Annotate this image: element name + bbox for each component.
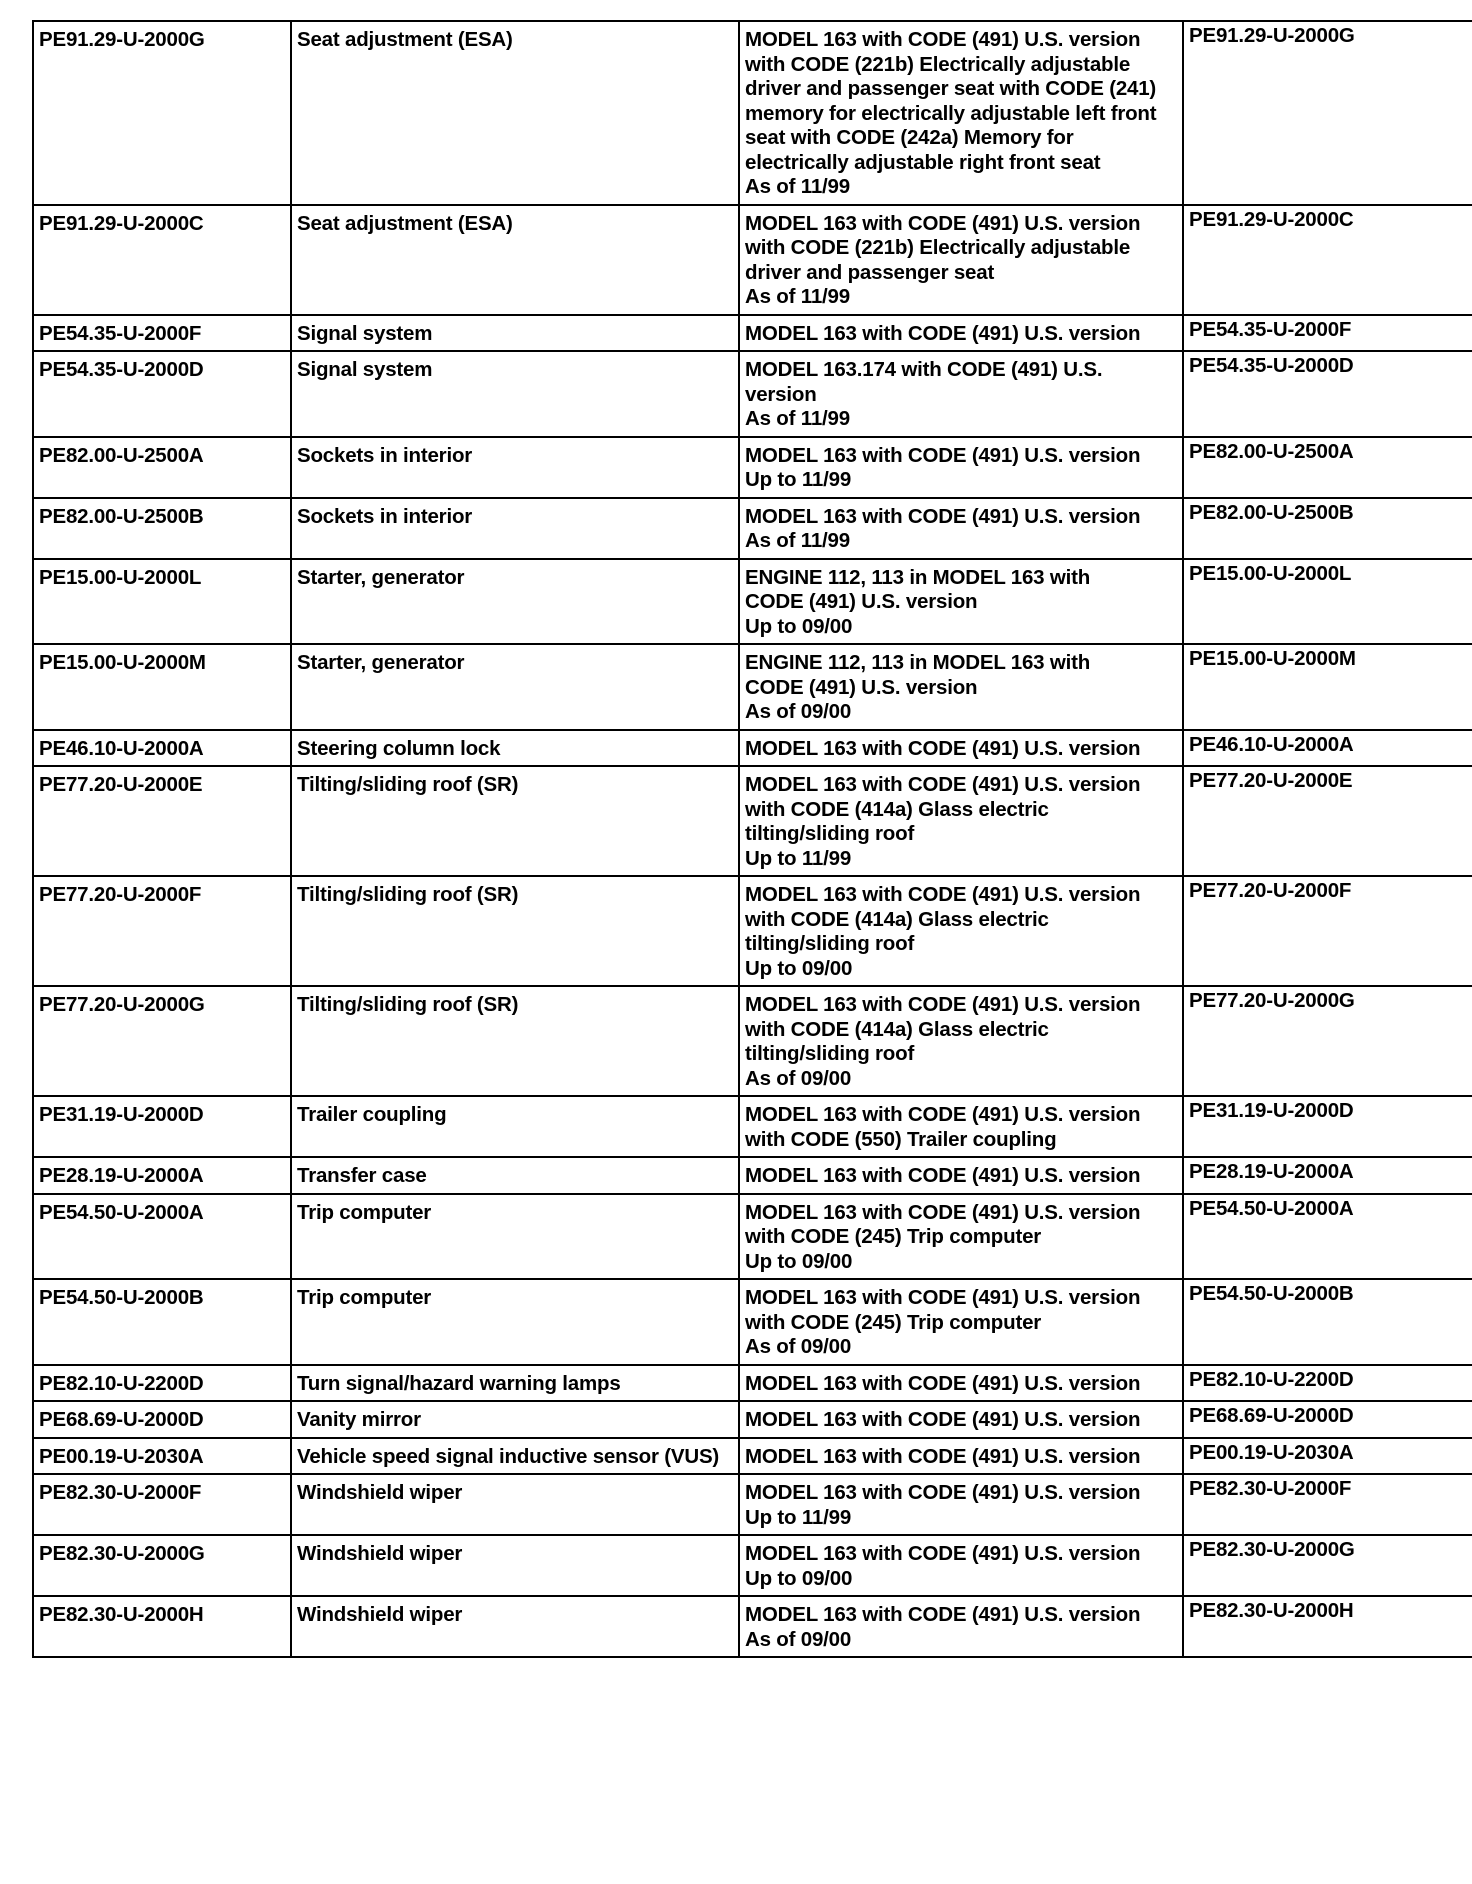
applicability-line: MODEL 163 with CODE (491) U.S. version bbox=[745, 1444, 1141, 1468]
table-row bbox=[33, 498, 1472, 559]
reference-cell bbox=[1183, 498, 1472, 559]
description-cell bbox=[291, 1157, 739, 1194]
applicability-cell bbox=[739, 1596, 1183, 1657]
document-code-cell bbox=[33, 1096, 291, 1157]
document-code: PE82.30-U-2000G bbox=[39, 1542, 205, 1565]
document-page bbox=[32, 20, 1444, 1658]
reference-cell bbox=[1183, 1365, 1472, 1402]
description-cell bbox=[291, 559, 739, 645]
description: Trailer coupling bbox=[297, 1103, 447, 1126]
applicability-cell bbox=[739, 498, 1183, 559]
applicability-line: MODEL 163 with CODE (491) U.S. version bbox=[745, 993, 1141, 1016]
reference-code: PE54.35-U-2000F bbox=[1189, 317, 1352, 341]
document-code-cell bbox=[33, 644, 291, 730]
validity-date: As of 11/99 bbox=[745, 285, 850, 308]
description: Seat adjustment (ESA) bbox=[297, 28, 513, 51]
applicability-line: MODEL 163 with CODE (491) U.S. version bbox=[745, 321, 1141, 345]
document-code-cell bbox=[33, 1365, 291, 1402]
document-code-cell bbox=[33, 986, 291, 1096]
applicability-line: MODEL 163 with CODE (491) U.S. version bbox=[745, 1286, 1141, 1309]
description-cell bbox=[291, 205, 739, 315]
validity-date: Up to 09/00 bbox=[745, 614, 853, 638]
validity-date: As of 09/00 bbox=[745, 1066, 852, 1090]
document-code: PE91.29-U-2000C bbox=[39, 211, 204, 235]
applicability-line: MODEL 163 with CODE (491) U.S. version bbox=[745, 1481, 1141, 1504]
reference-code: PE91.29-U-2000G bbox=[1189, 24, 1355, 47]
document-code-cell bbox=[33, 1438, 291, 1475]
description-cell bbox=[291, 1365, 739, 1402]
validity-date: Up to 11/99 bbox=[745, 468, 852, 491]
document-code: PE82.00-U-2500A bbox=[39, 443, 204, 467]
applicability-line: MODEL 163 with CODE (491) U.S. version bbox=[745, 736, 1141, 760]
table-row bbox=[33, 437, 1472, 498]
applicability-cell bbox=[739, 559, 1183, 645]
reference-code: PE31.19-U-2000D bbox=[1189, 1099, 1354, 1122]
description-cell bbox=[291, 498, 739, 559]
applicability-line: with CODE (245) Trip computer bbox=[745, 1225, 1042, 1248]
document-code: PE68.69-U-2000D bbox=[39, 1408, 204, 1431]
applicability-line: MODEL 163 with CODE (491) U.S. version bbox=[745, 1408, 1141, 1431]
description: Turn signal/hazard warning lamps bbox=[297, 1371, 621, 1395]
description: Tilting/sliding roof (SR) bbox=[297, 993, 519, 1016]
table-row bbox=[33, 1157, 1472, 1194]
document-code-cell bbox=[33, 1596, 291, 1657]
reference-cell bbox=[1183, 437, 1472, 498]
applicability-line: driver and passenger seat with CODE (241) bbox=[745, 77, 1157, 100]
validity-date: As of 11/99 bbox=[745, 407, 850, 430]
document-code: PE82.30-U-2000H bbox=[39, 1603, 204, 1626]
validity-date: Up to 09/00 bbox=[745, 1566, 853, 1590]
description: Steering column lock bbox=[297, 736, 501, 760]
reference-code: PE54.50-U-2000A bbox=[1189, 1196, 1354, 1220]
reference-cell bbox=[1183, 986, 1472, 1096]
applicability-line: MODEL 163 with CODE (491) U.S. version bbox=[745, 773, 1141, 796]
document-code: PE77.20-U-2000E bbox=[39, 773, 203, 796]
description: Vehicle speed signal inductive sensor (VUS) bbox=[297, 1444, 720, 1468]
reference-code: PE82.10-U-2200D bbox=[1189, 1367, 1354, 1391]
table-row bbox=[33, 1535, 1472, 1596]
table-row bbox=[33, 730, 1472, 767]
applicability-line: MODEL 163 with CODE (491) U.S. version bbox=[745, 1200, 1141, 1224]
reference-cell bbox=[1183, 351, 1472, 437]
table-row bbox=[33, 1096, 1472, 1157]
validity-date: As of 09/00 bbox=[745, 1627, 852, 1651]
table-row bbox=[33, 986, 1472, 1096]
applicability-line: ENGINE 112, 113 in MODEL 163 with bbox=[745, 651, 1091, 674]
reference-code: PE15.00-U-2000M bbox=[1189, 647, 1356, 670]
validity-date: Up to 09/00 bbox=[745, 956, 853, 980]
description-cell bbox=[291, 1279, 739, 1365]
applicability-cell bbox=[739, 730, 1183, 767]
description-cell bbox=[291, 21, 739, 205]
applicability-line: tilting/sliding roof bbox=[745, 822, 915, 845]
applicability-cell bbox=[739, 315, 1183, 352]
document-code-cell bbox=[33, 1535, 291, 1596]
reference-cell bbox=[1183, 1438, 1472, 1475]
description: Windshield wiper bbox=[297, 1603, 463, 1626]
description: Transfer case bbox=[297, 1164, 427, 1187]
table-row bbox=[33, 766, 1472, 876]
description-cell bbox=[291, 1438, 739, 1475]
description: Trip computer bbox=[297, 1286, 432, 1309]
applicability-line: tilting/sliding roof bbox=[745, 1042, 915, 1065]
document-code-cell bbox=[33, 498, 291, 559]
validity-date: Up to 11/99 bbox=[745, 846, 852, 870]
table-row bbox=[33, 559, 1472, 645]
applicability-line: with CODE (550) Trailer coupling bbox=[745, 1127, 1057, 1151]
applicability-line: MODEL 163 with CODE (491) U.S. version bbox=[745, 1603, 1141, 1626]
table-row bbox=[33, 1596, 1472, 1657]
table-row bbox=[33, 315, 1472, 352]
document-code: PE54.50-U-2000B bbox=[39, 1286, 204, 1309]
applicability-line: MODEL 163 with CODE (491) U.S. version bbox=[745, 883, 1141, 906]
reference-code: PE00.19-U-2030A bbox=[1189, 1440, 1354, 1464]
description: Vanity mirror bbox=[297, 1408, 421, 1431]
applicability-line: MODEL 163 with CODE (491) U.S. version bbox=[745, 1542, 1141, 1565]
reference-cell bbox=[1183, 1401, 1472, 1438]
description-cell bbox=[291, 986, 739, 1096]
document-code-cell bbox=[33, 1279, 291, 1365]
applicability-line: with CODE (221b) Electrically adjustable bbox=[745, 52, 1131, 76]
applicability-cell bbox=[739, 1194, 1183, 1280]
reference-code: PE28.19-U-2000A bbox=[1189, 1160, 1354, 1183]
reference-cell bbox=[1183, 644, 1472, 730]
reference-cell bbox=[1183, 1279, 1472, 1365]
document-code-cell bbox=[33, 1474, 291, 1535]
document-code-cell bbox=[33, 559, 291, 645]
applicability-cell bbox=[739, 1535, 1183, 1596]
applicability-line: tilting/sliding roof bbox=[745, 932, 915, 955]
applicability-cell bbox=[739, 1438, 1183, 1475]
applicability-line: with CODE (414a) Glass electric bbox=[745, 1017, 1049, 1041]
applicability-cell bbox=[739, 986, 1183, 1096]
applicability-line: with CODE (414a) Glass electric bbox=[745, 797, 1049, 821]
table-row bbox=[33, 644, 1472, 730]
applicability-line: MODEL 163 with CODE (491) U.S. version bbox=[745, 443, 1141, 467]
document-code: PE28.19-U-2000A bbox=[39, 1164, 204, 1187]
description: Signal system bbox=[297, 358, 433, 381]
document-code-cell bbox=[33, 21, 291, 205]
description: Sockets in interior bbox=[297, 443, 473, 467]
description-cell bbox=[291, 1194, 739, 1280]
table-row bbox=[33, 21, 1472, 205]
applicability-line: MODEL 163 with CODE (491) U.S. version bbox=[745, 504, 1141, 528]
table-row bbox=[33, 1401, 1472, 1438]
reference-cell bbox=[1183, 559, 1472, 645]
validity-date: As of 11/99 bbox=[745, 175, 850, 198]
applicability-line: seat with CODE (242a) Memory for bbox=[745, 126, 1074, 149]
applicability-cell bbox=[739, 644, 1183, 730]
applicability-cell bbox=[739, 437, 1183, 498]
document-code: PE15.00-U-2000L bbox=[39, 565, 202, 589]
document-code: PE46.10-U-2000A bbox=[39, 736, 204, 760]
reference-code: PE82.30-U-2000H bbox=[1189, 1599, 1354, 1622]
applicability-line: MODEL 163 with CODE (491) U.S. version bbox=[745, 211, 1141, 235]
applicability-line: CODE (491) U.S. version bbox=[745, 675, 978, 699]
document-code: PE82.30-U-2000F bbox=[39, 1481, 202, 1504]
document-code-cell bbox=[33, 766, 291, 876]
description-cell bbox=[291, 1596, 739, 1657]
document-code-cell bbox=[33, 1157, 291, 1194]
validity-date: As of 09/00 bbox=[745, 1335, 852, 1358]
table-row bbox=[33, 876, 1472, 986]
description: Windshield wiper bbox=[297, 1481, 463, 1504]
validity-date: As of 09/00 bbox=[745, 700, 852, 723]
description: Seat adjustment (ESA) bbox=[297, 211, 513, 235]
document-code-cell bbox=[33, 351, 291, 437]
description-cell bbox=[291, 1474, 739, 1535]
reference-cell bbox=[1183, 1535, 1472, 1596]
applicability-line: with CODE (414a) Glass electric bbox=[745, 907, 1049, 931]
description: Signal system bbox=[297, 321, 433, 345]
reference-code: PE54.50-U-2000B bbox=[1189, 1282, 1354, 1305]
table-row bbox=[33, 1365, 1472, 1402]
validity-date: Up to 11/99 bbox=[745, 1505, 852, 1529]
document-code: PE31.19-U-2000D bbox=[39, 1103, 204, 1126]
reference-cell bbox=[1183, 1157, 1472, 1194]
table-row bbox=[33, 1438, 1472, 1475]
document-code-cell bbox=[33, 437, 291, 498]
applicability-cell bbox=[739, 1365, 1183, 1402]
applicability-line: electrically adjustable right front seat bbox=[745, 150, 1101, 174]
document-code: PE91.29-U-2000G bbox=[39, 28, 205, 51]
applicability-cell bbox=[739, 1096, 1183, 1157]
document-code: PE54.35-U-2000F bbox=[39, 321, 202, 345]
table-row bbox=[33, 1474, 1472, 1535]
reference-code: PE82.00-U-2500B bbox=[1189, 500, 1354, 524]
reference-cell bbox=[1183, 1596, 1472, 1657]
table-row bbox=[33, 1279, 1472, 1365]
applicability-line: ENGINE 112, 113 in MODEL 163 with bbox=[745, 565, 1091, 589]
description-cell bbox=[291, 1096, 739, 1157]
applicability-line: MODEL 163 with CODE (491) U.S. version bbox=[745, 1103, 1141, 1126]
applicability-cell bbox=[739, 351, 1183, 437]
document-code-cell bbox=[33, 730, 291, 767]
description-cell bbox=[291, 1401, 739, 1438]
reference-code: PE15.00-U-2000L bbox=[1189, 561, 1352, 585]
reference-code: PE77.20-U-2000G bbox=[1189, 989, 1355, 1012]
description-cell bbox=[291, 437, 739, 498]
description-cell bbox=[291, 730, 739, 767]
description-cell bbox=[291, 876, 739, 986]
document-code: PE82.10-U-2200D bbox=[39, 1371, 204, 1395]
document-code: PE82.00-U-2500B bbox=[39, 504, 204, 528]
applicability-line: CODE (491) U.S. version bbox=[745, 590, 978, 613]
description-cell bbox=[291, 1535, 739, 1596]
reference-cell bbox=[1183, 315, 1472, 352]
reference-code: PE46.10-U-2000A bbox=[1189, 732, 1354, 756]
applicability-cell bbox=[739, 1474, 1183, 1535]
document-code: PE54.50-U-2000A bbox=[39, 1200, 204, 1224]
description-cell bbox=[291, 644, 739, 730]
applicability-cell bbox=[739, 1157, 1183, 1194]
reference-cell bbox=[1183, 876, 1472, 986]
reference-cell bbox=[1183, 730, 1472, 767]
wiring-diagram-index-table bbox=[32, 20, 1472, 1658]
document-code: PE77.20-U-2000G bbox=[39, 993, 205, 1016]
reference-code: PE68.69-U-2000D bbox=[1189, 1404, 1354, 1427]
applicability-line: MODEL 163 with CODE (491) U.S. version bbox=[745, 1371, 1141, 1395]
reference-code: PE54.35-U-2000D bbox=[1189, 354, 1354, 377]
document-code-cell bbox=[33, 876, 291, 986]
description: Sockets in interior bbox=[297, 504, 473, 528]
description-cell bbox=[291, 766, 739, 876]
reference-cell bbox=[1183, 1474, 1472, 1535]
document-code-cell bbox=[33, 1401, 291, 1438]
description: Windshield wiper bbox=[297, 1542, 463, 1565]
description: Starter, generator bbox=[297, 565, 465, 589]
applicability-cell bbox=[739, 766, 1183, 876]
description: Tilting/sliding roof (SR) bbox=[297, 883, 519, 906]
applicability-line: version bbox=[745, 382, 817, 406]
document-code: PE54.35-U-2000D bbox=[39, 358, 204, 381]
document-code: PE15.00-U-2000M bbox=[39, 651, 206, 674]
document-code-cell bbox=[33, 205, 291, 315]
reference-cell bbox=[1183, 21, 1472, 205]
applicability-line: with CODE (245) Trip computer bbox=[745, 1310, 1042, 1334]
applicability-cell bbox=[739, 1279, 1183, 1365]
reference-cell bbox=[1183, 1194, 1472, 1280]
reference-code: PE82.00-U-2500A bbox=[1189, 439, 1354, 463]
reference-code: PE82.30-U-2000F bbox=[1189, 1477, 1352, 1500]
applicability-line: MODEL 163.174 with CODE (491) U.S. bbox=[745, 358, 1103, 381]
applicability-line: driver and passenger seat bbox=[745, 260, 995, 284]
applicability-cell bbox=[739, 1401, 1183, 1438]
table-row bbox=[33, 205, 1472, 315]
table-row bbox=[33, 351, 1472, 437]
applicability-cell bbox=[739, 876, 1183, 986]
validity-date: Up to 09/00 bbox=[745, 1249, 853, 1273]
table-row bbox=[33, 1194, 1472, 1280]
applicability-line: MODEL 163 with CODE (491) U.S. version bbox=[745, 28, 1141, 51]
document-code-cell bbox=[33, 315, 291, 352]
document-code-cell bbox=[33, 1194, 291, 1280]
reference-code: PE77.20-U-2000F bbox=[1189, 879, 1352, 902]
applicability-line: with CODE (221b) Electrically adjustable bbox=[745, 236, 1131, 259]
description: Trip computer bbox=[297, 1200, 432, 1224]
reference-cell bbox=[1183, 766, 1472, 876]
reference-code: PE77.20-U-2000E bbox=[1189, 769, 1353, 792]
reference-code: PE82.30-U-2000G bbox=[1189, 1538, 1355, 1561]
reference-cell bbox=[1183, 205, 1472, 315]
validity-date: As of 11/99 bbox=[745, 529, 850, 552]
document-code: PE77.20-U-2000F bbox=[39, 883, 202, 906]
description-cell bbox=[291, 315, 739, 352]
applicability-cell bbox=[739, 21, 1183, 205]
description: Starter, generator bbox=[297, 651, 465, 674]
applicability-line: memory for electrically adjustable left front bbox=[745, 101, 1157, 125]
table-body bbox=[33, 21, 1472, 1657]
description-cell bbox=[291, 351, 739, 437]
reference-cell bbox=[1183, 1096, 1472, 1157]
applicability-line: MODEL 163 with CODE (491) U.S. version bbox=[745, 1164, 1141, 1187]
description: Tilting/sliding roof (SR) bbox=[297, 773, 519, 796]
document-code: PE00.19-U-2030A bbox=[39, 1444, 204, 1468]
reference-code: PE91.29-U-2000C bbox=[1189, 207, 1354, 231]
applicability-cell bbox=[739, 205, 1183, 315]
